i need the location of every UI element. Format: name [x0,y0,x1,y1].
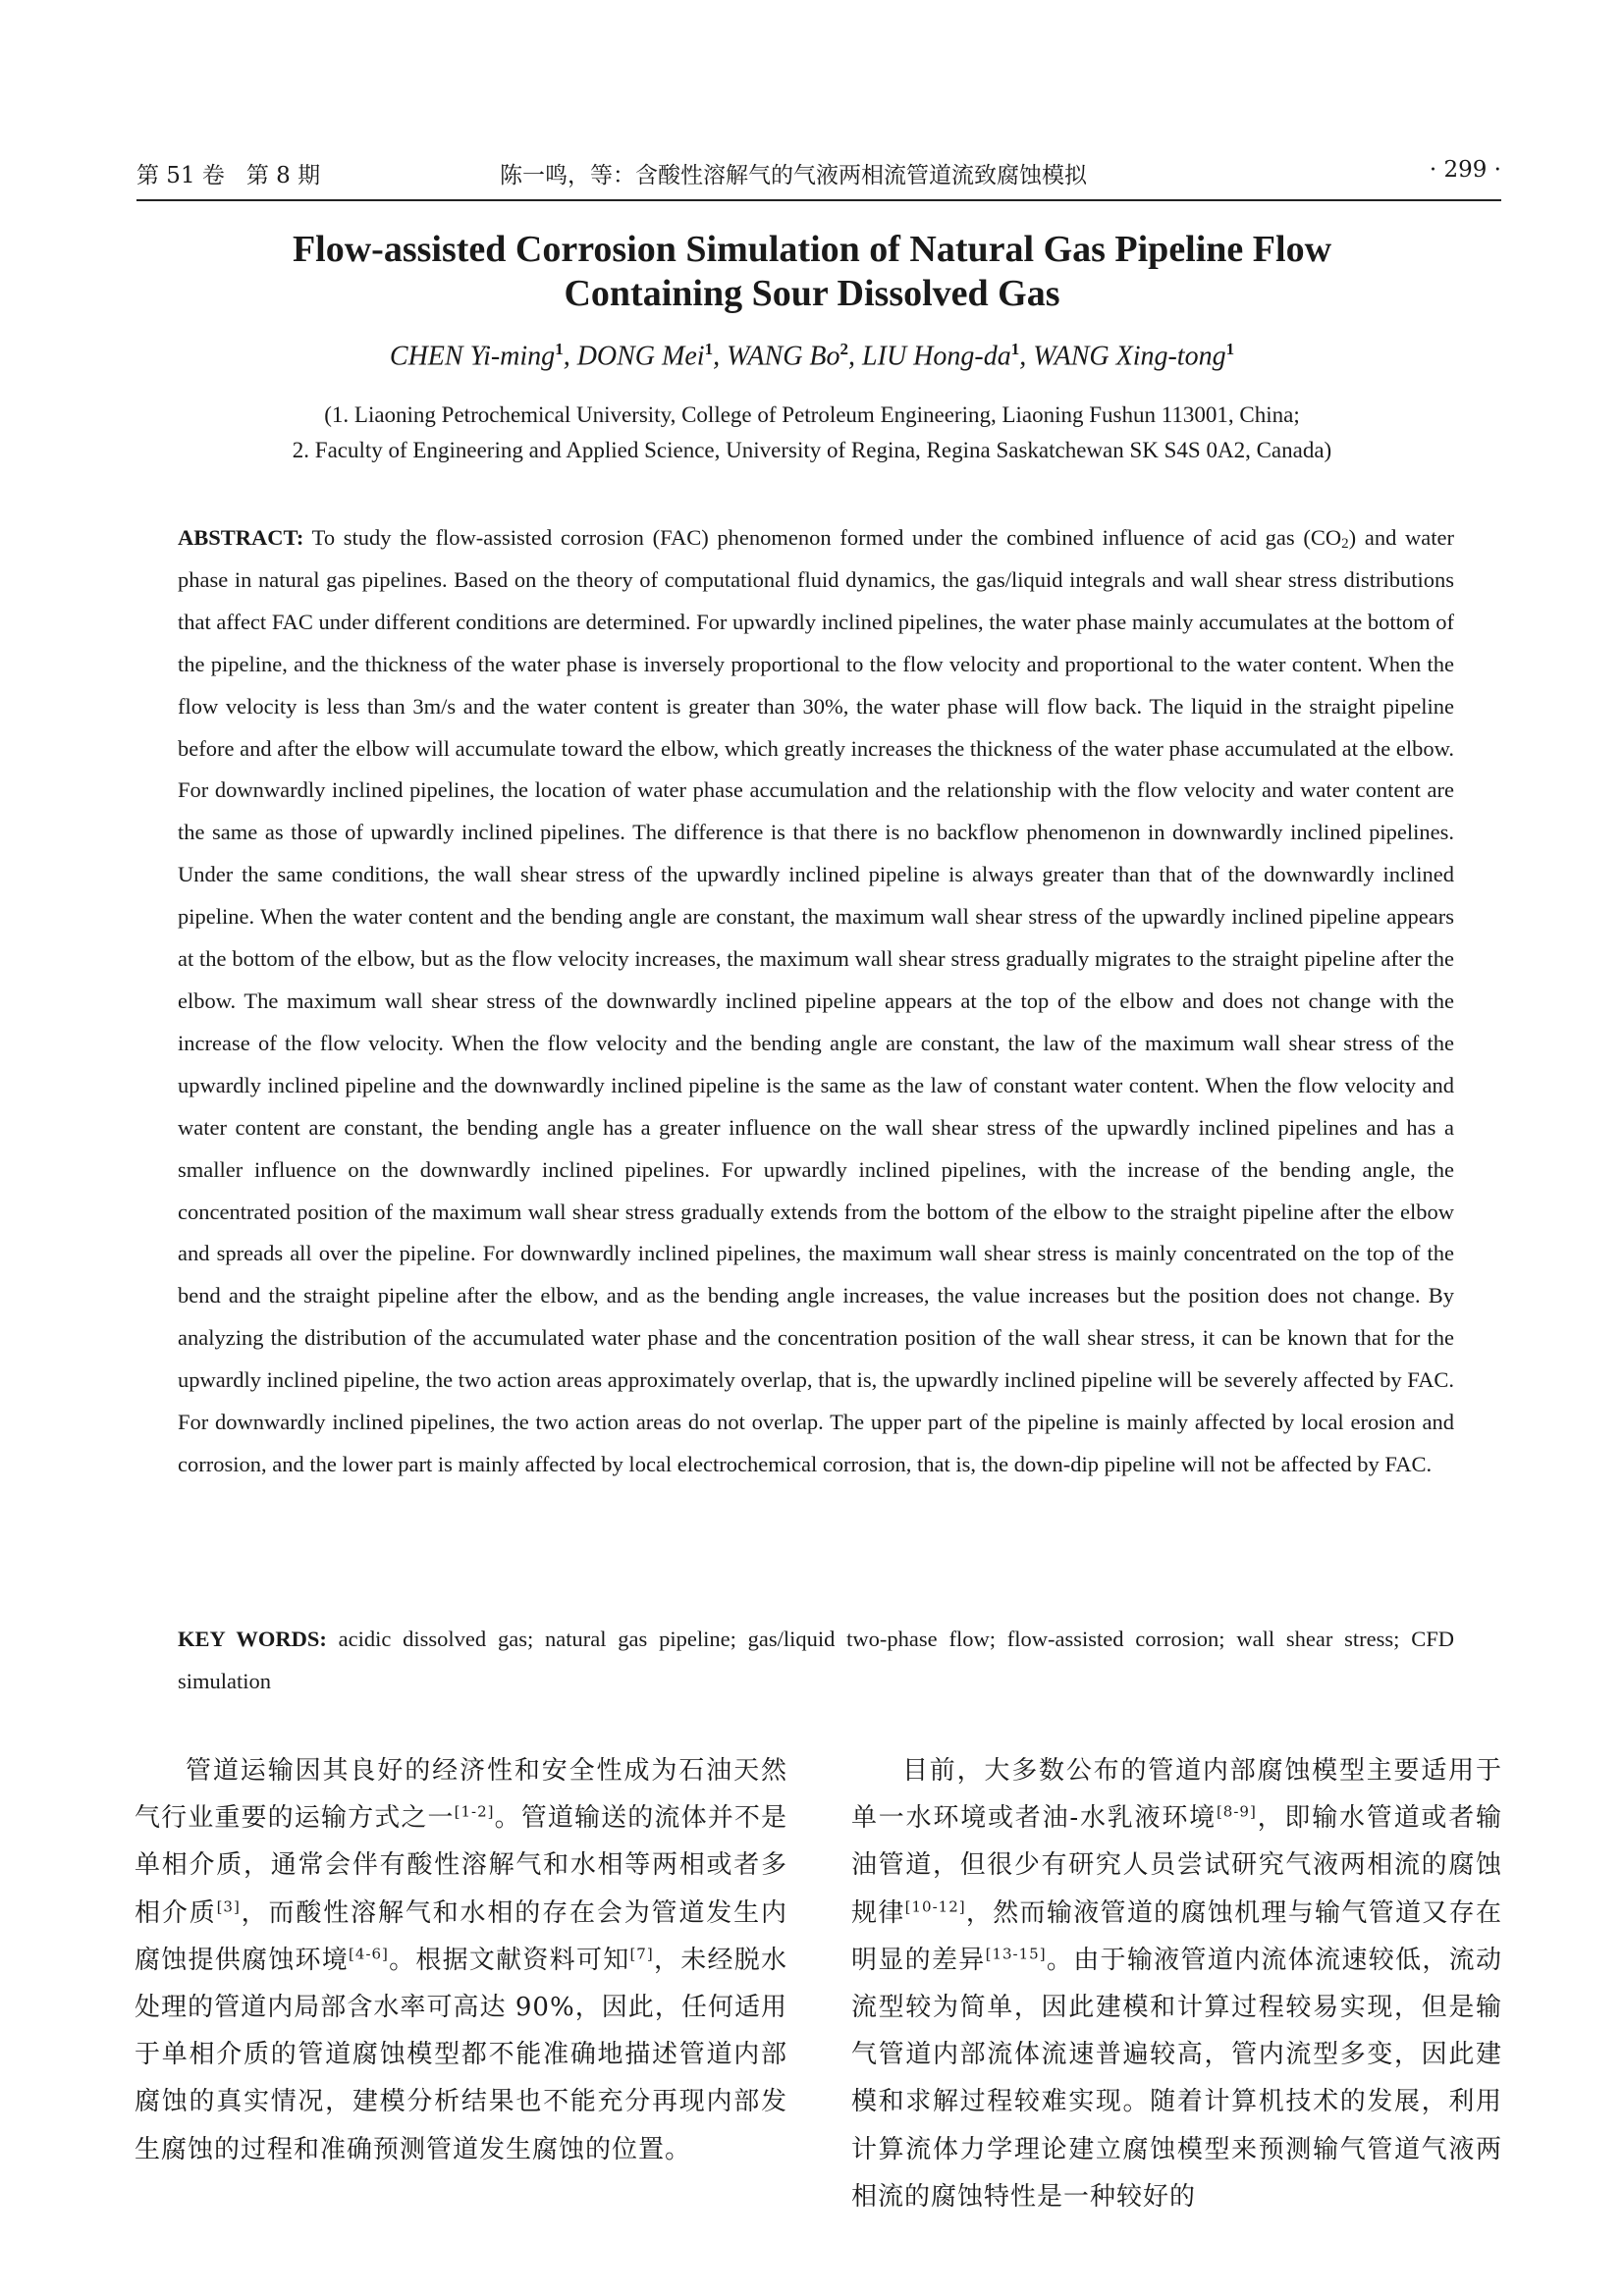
keywords-text: acidic dissolved gas; natural gas pipeline; gas/liquid two-phase flow; flow-assisted corrosion; wall shear stress; CFD simulation [178,1627,1454,1693]
running-title: 陈一鸣，等：含酸性溶解气的气液两相流管道流致腐蚀模拟 [500,163,1087,188]
citation: [4-6] [349,1945,389,1963]
author-list: CHEN Yi-ming$^1$, DONG Mei$^1$, WANG Bo$^2$, LIU Hong-$da^1$, WANG Xing-tong$^1$ [389,340,1235,372]
citation: [7] [629,1945,654,1963]
abstract-text-1: To study the flow-assisted corrosion (FAC) phenomenon formed under the combined influence of acid gas (CO [303,525,1342,550]
author: WANG Bo [727,341,840,372]
author-affiliation-mark: 1 [1225,340,1235,358]
affiliation-2: 2. Faculty of Engineering and Applied Science, University of Regina, Regina Saskatchewan SK S4S 0A2, Canada) [292,438,1332,462]
citation: [13-15] [985,1945,1047,1963]
page-number: · 299 · [1429,157,1501,183]
header-rule [136,199,1501,201]
author-affiliation-mark: 1 [704,340,714,358]
keywords-label: KEY WORDS: [178,1627,327,1651]
body-text: 管道运输因其良好的经济性和安全性成为石油天然气行业重要的运输方式之一 [135,1756,787,1834]
running-header [136,157,1501,200]
body-text: ，未经脱水处理的管道内局部含水率可高达 90%，因此，任何适用于单相介质的管道腐蚀模型都不能准确地描述管道内部腐蚀的真实情况，建模分析结果也不能充分再现内部发生腐蚀的过程和准确预测管道发生腐蚀的位置。 [135,1945,787,2164]
author-affiliation-mark: 1 [1010,340,1020,358]
author-affiliation-mark: 1 [555,340,564,358]
body-text: ，而酸性溶解气和水相的存在会为管道发生内腐蚀提供腐蚀环境 [135,1897,787,1975]
author-affiliation-mark: 2 [839,340,849,358]
body-text: 。管道输送的流体并不是单相介质，通常会伴有酸性溶解气和水相等两相或者多相介质 [135,1803,787,1928]
citation: [8-9] [1216,1802,1257,1821]
author: CHEN Yi-ming [389,341,556,372]
body-column-right [851,1747,1502,2220]
title-line-2: Containing Sour Dissolved Gas [564,273,1060,314]
body-text: 。由于输液管道内流体流速较低，流动流型较为简单，因此建模和计算过程较易实现，但是输气管道内部流体流速普遍较高，管内流型多变，因此建模和求解过程较难实现。随着计算机技术的发展，利用计算流体力学理论建立腐蚀模型来预测输气管道气液两相流的腐蚀特性是一种较好的 [851,1945,1502,2212]
abstract-text-2: ) and water phase in natural gas pipelines. Based on the theory of computational fluid dynamics, the gas/liquid integrals and wall shear stress distributions that affect FAC under different conditions are determined. For upwardly inclined pipelines, the water phase mainly accumulates at the bottom of the pipeline, and the thickness of the water phase is inversely proportional to the flow velocity and proportional to the water content. When the flow velocity is less than 3m/s and the water content is greater than 30%, the water phase will flow back. The liquid in the straight pipeline before and after the elbow will accumulate toward the elbow, which greatly increases the thickness of the water phase accumulated at the elbow. For downwardly inclined pipelines, the location of water phase accumulation and the relationship with the flow velocity and water content are the same as those of upwardly inclined pipelines. The difference is that there is no backflow phenomenon in downwardly inclined pipelines. Under the same conditions, the wall shear stress of the upwardly inclined pipeline is always greater than that of the downwardly inclined pipeline. When the water content and the bending angle are constant, the maximum wall shear stress of the upwardly inclined pipeline appears at the bottom of the elbow, but as the flow velocity increases, the maximum wall shear stress gradually migrates to the straight pipeline after the elbow. The maximum wall shear stress of the downwardly inclined pipeline appears at the top of the elbow and does not change with the increase of the flow velocity. When the flow velocity and the bending angle are constant, the law of the maximum wall shear stress of the upwardly inclined pipeline and the downwardly inclined pipeline is the same as the law of constant water content. When the flow velocity and water content are constant, the bending angle has a greater influence on the wall shear stress of the upwardly inclined pipelines and has a smaller influence on the downwardly inclined pipelines. For upwardly inclined pipelines, with the increase of the bending angle, the concentrated position of the maximum wall shear stress gradually extends from the bottom of the elbow to the straight pipeline after the elbow and spreads all over the pipeline. For downwardly inclined pipelines, the maximum wall shear stress is mainly concentrated on the top of the bend and the straight pipeline after the elbow, and as the bending angle increases, the value increases but the position does not change. By analyzing the distribution of the accumulated water phase and the concentration position of the wall shear stress, it can be known that for the upwardly inclined pipeline, the two action areas approximately overlap, that is, the upwardly inclined pipeline will be severely affected by FAC. For downwardly inclined pipelines, the two action areas do not overlap. The upper part of the pipeline is mainly affected by local erosion and corrosion, and the lower part is mainly affected by local electrochemical corrosion, that is, the down-dip pipeline will not be affected by FAC. [178,525,1454,1476]
author: WANG Xing-tong [1033,341,1226,372]
abstract [178,517,1454,1486]
citation: [1-2] [454,1802,495,1821]
abstract-subscript: 2 [1341,536,1349,552]
journal-volume-issue: 第 51 卷 第 8 期 [136,163,321,188]
body-column-left [135,1747,787,2173]
body-text: ，然而输液管道的腐蚀机理与输气管道又存在明显的差异 [851,1897,1502,1975]
body-text: 目前，大多数公布的管道内部腐蚀模型主要适用于单一水环境或者油-水乳液环境 [851,1756,1502,1834]
title-line-1: Flow-assisted Corrosion Simulation of Natural Gas Pipeline Flow [292,229,1332,270]
author: DONG Mei [576,341,705,372]
body-text: ，即输水管道或者输油管道，但很少有研究人员尝试研究气液两相流的腐蚀规律 [851,1803,1502,1928]
affiliation-1: (1. Liaoning Petrochemical University, College of Petroleum Engineering, Liaoning Fushun 113001, China; [324,402,1300,427]
author: LIU Hong-da [862,341,1011,372]
abstract-label: ABSTRACT: [178,525,304,550]
keywords [178,1619,1454,1703]
paper-title [0,228,1624,316]
citation: [10-12] [904,1896,966,1915]
citation: [3] [216,1896,241,1915]
body-text: 。根据文献资料可知 [388,1945,630,1975]
